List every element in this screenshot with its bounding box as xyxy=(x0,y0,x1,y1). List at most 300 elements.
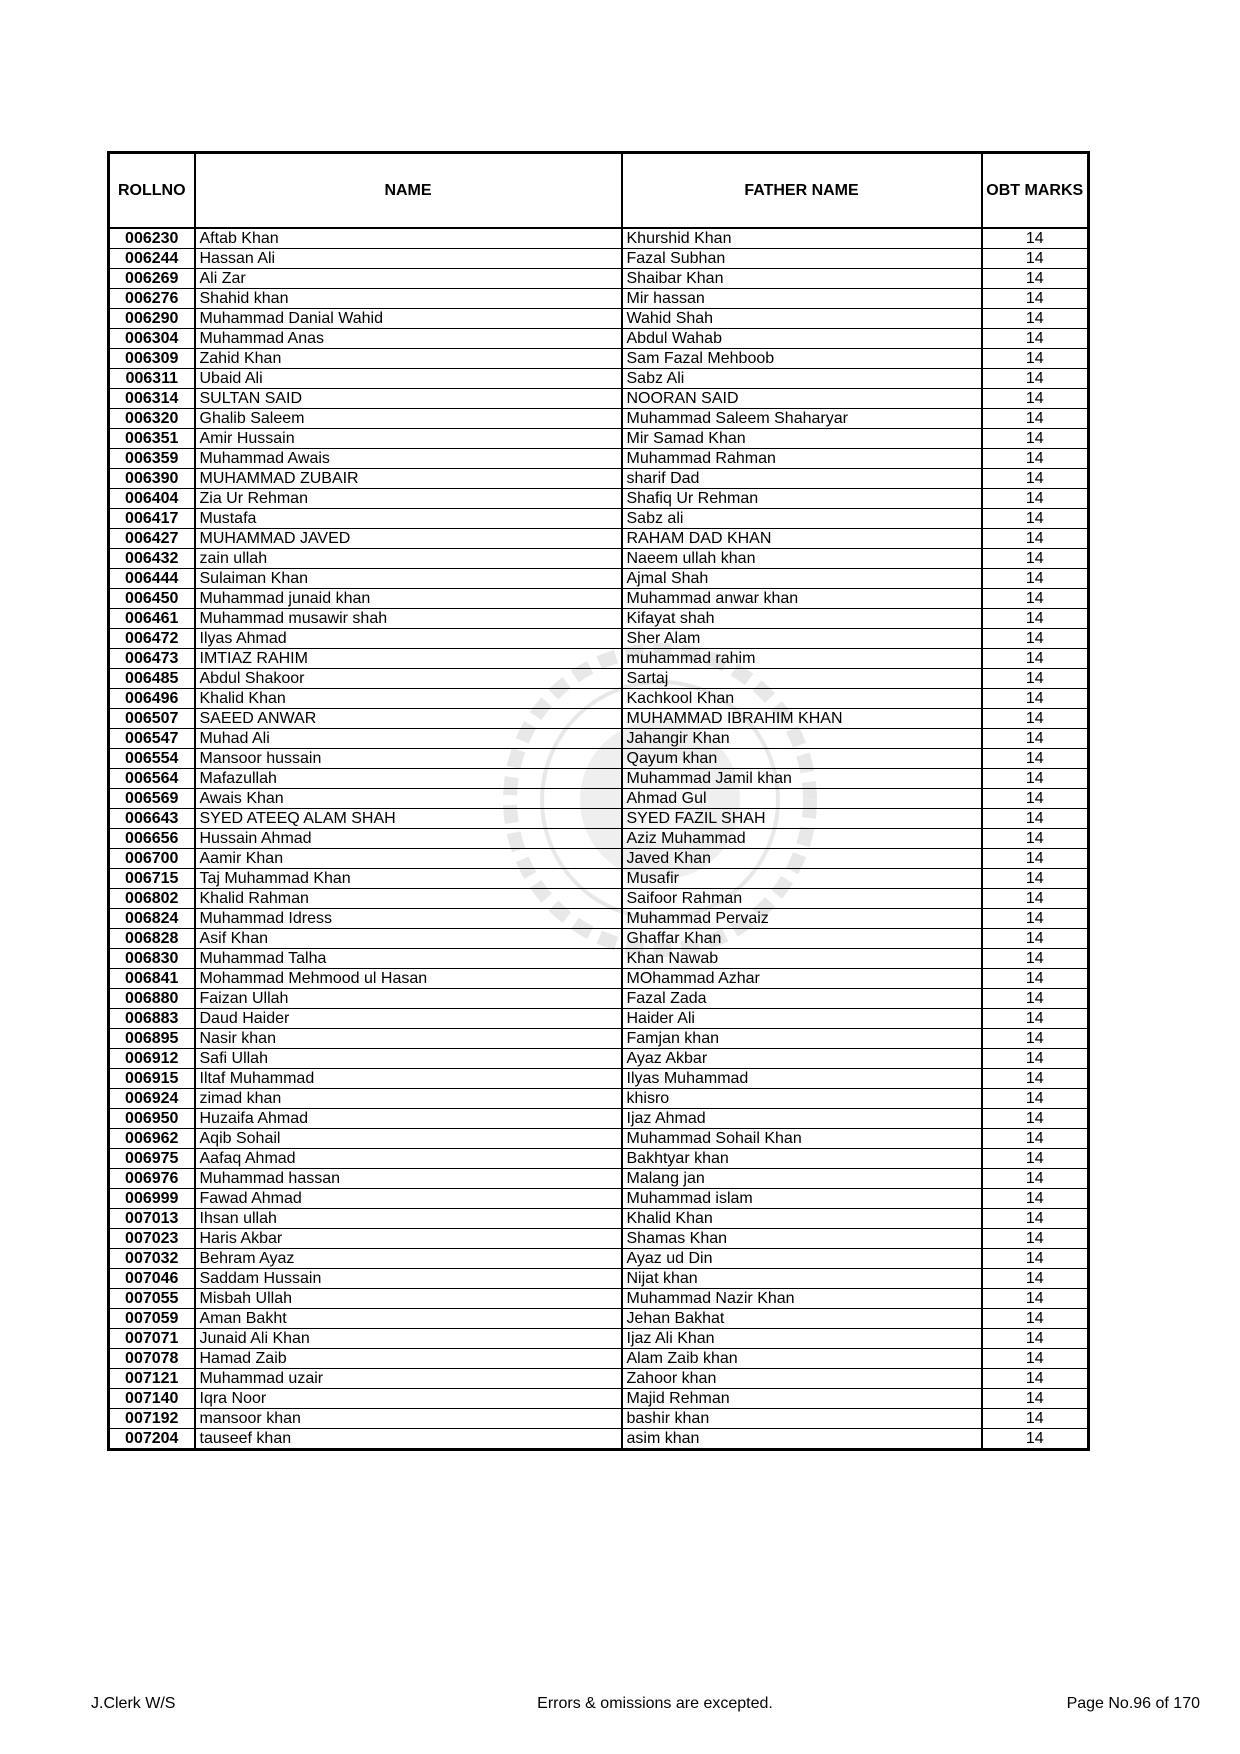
cell-father-name: Sartaj xyxy=(622,669,982,689)
cell-name: MUHAMMAD ZUBAIR xyxy=(195,469,622,489)
cell-father-name: Muhammad Nazir Khan xyxy=(622,1289,982,1309)
cell-rollno: 006432 xyxy=(109,549,195,569)
cell-obt-marks: 14 xyxy=(982,769,1089,789)
cell-rollno: 006496 xyxy=(109,689,195,709)
cell-name: tauseef khan xyxy=(195,1429,622,1450)
cell-father-name: bashir khan xyxy=(622,1409,982,1429)
cell-father-name: Ghaffar Khan xyxy=(622,929,982,949)
cell-name: zain ullah xyxy=(195,549,622,569)
footer-disclaimer: Errors & omissions are excepted. xyxy=(537,1695,773,1712)
table-row xyxy=(109,669,1089,689)
table-row xyxy=(109,1009,1089,1029)
cell-rollno: 006314 xyxy=(109,389,195,409)
cell-obt-marks: 14 xyxy=(982,349,1089,369)
table-row xyxy=(109,469,1089,489)
cell-obt-marks: 14 xyxy=(982,1269,1089,1289)
table-row xyxy=(109,1289,1089,1309)
cell-name: Awais Khan xyxy=(195,789,622,809)
cell-name: Taj Muhammad Khan xyxy=(195,869,622,889)
cell-obt-marks: 14 xyxy=(982,289,1089,309)
cell-obt-marks: 14 xyxy=(982,869,1089,889)
cell-name: Abdul Shakoor xyxy=(195,669,622,689)
table-row xyxy=(109,1189,1089,1209)
cell-obt-marks: 14 xyxy=(982,1309,1089,1329)
cell-obt-marks: 14 xyxy=(982,629,1089,649)
cell-name: Faizan Ullah xyxy=(195,989,622,1009)
cell-rollno: 006276 xyxy=(109,289,195,309)
table-header-row xyxy=(109,153,1089,229)
table-row xyxy=(109,329,1089,349)
cell-father-name: Sam Fazal Mehboob xyxy=(622,349,982,369)
cell-father-name: Kifayat shah xyxy=(622,609,982,629)
cell-rollno: 006564 xyxy=(109,769,195,789)
table-row xyxy=(109,249,1089,269)
cell-father-name: Sabz Ali xyxy=(622,369,982,389)
cell-father-name: Muhammad Jamil khan xyxy=(622,769,982,789)
cell-rollno: 007078 xyxy=(109,1349,195,1369)
cell-father-name: Ayaz ud Din xyxy=(622,1249,982,1269)
cell-obt-marks: 14 xyxy=(982,269,1089,289)
table-row xyxy=(109,349,1089,369)
cell-rollno: 006230 xyxy=(109,228,195,249)
cell-obt-marks: 14 xyxy=(982,1389,1089,1409)
cell-rollno: 006915 xyxy=(109,1069,195,1089)
cell-obt-marks: 14 xyxy=(982,309,1089,329)
cell-father-name: Naeem ullah khan xyxy=(622,549,982,569)
cell-obt-marks: 14 xyxy=(982,1029,1089,1049)
cell-father-name: SYED FAZIL SHAH xyxy=(622,809,982,829)
cell-father-name: Kachkool Khan xyxy=(622,689,982,709)
cell-obt-marks: 14 xyxy=(982,389,1089,409)
cell-name: Zia Ur Rehman xyxy=(195,489,622,509)
table-row xyxy=(109,509,1089,529)
cell-father-name: sharif Dad xyxy=(622,469,982,489)
cell-name: Ilyas Ahmad xyxy=(195,629,622,649)
cell-rollno: 007023 xyxy=(109,1229,195,1249)
cell-rollno: 006269 xyxy=(109,269,195,289)
table-row xyxy=(109,429,1089,449)
cell-father-name: Ayaz Akbar xyxy=(622,1049,982,1069)
cell-rollno: 006802 xyxy=(109,889,195,909)
cell-obt-marks: 14 xyxy=(982,469,1089,489)
cell-father-name: Abdul Wahab xyxy=(622,329,982,349)
cell-rollno: 006404 xyxy=(109,489,195,509)
cell-obt-marks: 14 xyxy=(982,409,1089,429)
table-row xyxy=(109,1109,1089,1129)
cell-rollno: 007032 xyxy=(109,1249,195,1269)
cell-name: Shahid khan xyxy=(195,289,622,309)
table-row xyxy=(109,409,1089,429)
cell-father-name: Saifoor Rahman xyxy=(622,889,982,909)
cell-obt-marks: 14 xyxy=(982,1109,1089,1129)
cell-father-name: Sabz ali xyxy=(622,509,982,529)
cell-father-name: Alam Zaib khan xyxy=(622,1349,982,1369)
table-row xyxy=(109,1229,1089,1249)
cell-father-name: Bakhtyar khan xyxy=(622,1149,982,1169)
results-table xyxy=(107,151,1090,1451)
cell-name: Aafaq Ahmad xyxy=(195,1149,622,1169)
cell-rollno: 006473 xyxy=(109,649,195,669)
cell-father-name: Ahmad Gul xyxy=(622,789,982,809)
cell-father-name: Ijaz Ahmad xyxy=(622,1109,982,1129)
cell-father-name: Ilyas Muhammad xyxy=(622,1069,982,1089)
cell-obt-marks: 14 xyxy=(982,228,1089,249)
cell-obt-marks: 14 xyxy=(982,729,1089,749)
cell-rollno: 006700 xyxy=(109,849,195,869)
table-row xyxy=(109,789,1089,809)
cell-rollno: 006485 xyxy=(109,669,195,689)
cell-name: SULTAN SAID xyxy=(195,389,622,409)
table-row xyxy=(109,269,1089,289)
cell-father-name: Malang jan xyxy=(622,1169,982,1189)
cell-obt-marks: 14 xyxy=(982,329,1089,349)
cell-name: Junaid Ali Khan xyxy=(195,1329,622,1349)
table-row xyxy=(109,1149,1089,1169)
cell-name: Muhammad hassan xyxy=(195,1169,622,1189)
table-row xyxy=(109,869,1089,889)
cell-rollno: 006417 xyxy=(109,509,195,529)
table-row xyxy=(109,309,1089,329)
table-row xyxy=(109,909,1089,929)
cell-rollno: 006351 xyxy=(109,429,195,449)
cell-obt-marks: 14 xyxy=(982,1329,1089,1349)
cell-rollno: 006444 xyxy=(109,569,195,589)
cell-name: Muhammad Awais xyxy=(195,449,622,469)
cell-name: Muhad Ali xyxy=(195,729,622,749)
cell-name: Sulaiman Khan xyxy=(195,569,622,589)
cell-obt-marks: 14 xyxy=(982,609,1089,629)
table-row xyxy=(109,289,1089,309)
cell-father-name: Khurshid Khan xyxy=(622,228,982,249)
table-row xyxy=(109,1209,1089,1229)
table-row xyxy=(109,749,1089,769)
cell-rollno: 006507 xyxy=(109,709,195,729)
cell-father-name: Zahoor khan xyxy=(622,1369,982,1389)
table-row xyxy=(109,1089,1089,1109)
cell-father-name: Shamas Khan xyxy=(622,1229,982,1249)
cell-rollno: 006976 xyxy=(109,1169,195,1189)
table-row xyxy=(109,929,1089,949)
cell-father-name: Wahid Shah xyxy=(622,309,982,329)
cell-rollno: 006883 xyxy=(109,1009,195,1029)
cell-obt-marks: 14 xyxy=(982,1189,1089,1209)
table-row xyxy=(109,1389,1089,1409)
cell-obt-marks: 14 xyxy=(982,649,1089,669)
cell-rollno: 006390 xyxy=(109,469,195,489)
cell-name: Muhammad Talha xyxy=(195,949,622,969)
cell-rollno: 006830 xyxy=(109,949,195,969)
cell-name: Saddam Hussain xyxy=(195,1269,622,1289)
cell-obt-marks: 14 xyxy=(982,709,1089,729)
cell-name: Muhammad junaid khan xyxy=(195,589,622,609)
cell-obt-marks: 14 xyxy=(982,1349,1089,1369)
cell-father-name: Haider Ali xyxy=(622,1009,982,1029)
table-row xyxy=(109,769,1089,789)
cell-obt-marks: 14 xyxy=(982,569,1089,589)
cell-rollno: 007204 xyxy=(109,1429,195,1450)
cell-name: SYED ATEEQ ALAM SHAH xyxy=(195,809,622,829)
cell-obt-marks: 14 xyxy=(982,809,1089,829)
cell-obt-marks: 14 xyxy=(982,829,1089,849)
table-row xyxy=(109,709,1089,729)
cell-rollno: 006924 xyxy=(109,1089,195,1109)
cell-name: Mafazullah xyxy=(195,769,622,789)
cell-rollno: 007192 xyxy=(109,1409,195,1429)
cell-rollno: 006569 xyxy=(109,789,195,809)
footer-clerk: J.Clerk W/S xyxy=(91,1695,176,1712)
cell-name: Hamad Zaib xyxy=(195,1349,622,1369)
cell-obt-marks: 14 xyxy=(982,1249,1089,1269)
cell-name: Safi Ullah xyxy=(195,1049,622,1069)
cell-name: mansoor khan xyxy=(195,1409,622,1429)
table-row xyxy=(109,1309,1089,1329)
cell-rollno: 006290 xyxy=(109,309,195,329)
cell-rollno: 006643 xyxy=(109,809,195,829)
table-row xyxy=(109,989,1089,1009)
cell-father-name: Jahangir Khan xyxy=(622,729,982,749)
table-row xyxy=(109,949,1089,969)
cell-father-name: Nijat khan xyxy=(622,1269,982,1289)
cell-name: Aftab Khan xyxy=(195,228,622,249)
cell-obt-marks: 14 xyxy=(982,749,1089,769)
cell-obt-marks: 14 xyxy=(982,1149,1089,1169)
cell-obt-marks: 14 xyxy=(982,249,1089,269)
cell-obt-marks: 14 xyxy=(982,1169,1089,1189)
cell-father-name: Fazal Subhan xyxy=(622,249,982,269)
cell-father-name: Musafir xyxy=(622,869,982,889)
cell-rollno: 007055 xyxy=(109,1289,195,1309)
cell-father-name: Ajmal Shah xyxy=(622,569,982,589)
table-row xyxy=(109,1349,1089,1369)
cell-obt-marks: 14 xyxy=(982,969,1089,989)
cell-name: Asif Khan xyxy=(195,929,622,949)
table-row xyxy=(109,569,1089,589)
cell-father-name: Majid Rehman xyxy=(622,1389,982,1409)
cell-obt-marks: 14 xyxy=(982,949,1089,969)
cell-rollno: 007013 xyxy=(109,1209,195,1229)
cell-father-name: Qayum khan xyxy=(622,749,982,769)
table-row xyxy=(109,1269,1089,1289)
header-name: NAME xyxy=(195,153,622,229)
cell-obt-marks: 14 xyxy=(982,449,1089,469)
table-row xyxy=(109,849,1089,869)
cell-rollno: 006962 xyxy=(109,1129,195,1149)
header-father-name: FATHER NAME xyxy=(622,153,982,229)
table-row xyxy=(109,829,1089,849)
cell-obt-marks: 14 xyxy=(982,1229,1089,1249)
table-row xyxy=(109,609,1089,629)
table-row xyxy=(109,489,1089,509)
cell-name: Haris Akbar xyxy=(195,1229,622,1249)
cell-obt-marks: 14 xyxy=(982,1049,1089,1069)
cell-name: Muhammad Anas xyxy=(195,329,622,349)
cell-obt-marks: 14 xyxy=(982,1209,1089,1229)
cell-obt-marks: 14 xyxy=(982,789,1089,809)
table-row xyxy=(109,1129,1089,1149)
cell-father-name: MOhammad Azhar xyxy=(622,969,982,989)
cell-name: zimad khan xyxy=(195,1089,622,1109)
cell-father-name: muhammad rahim xyxy=(622,649,982,669)
cell-father-name: Shaibar Khan xyxy=(622,269,982,289)
cell-name: Ali Zar xyxy=(195,269,622,289)
cell-father-name: RAHAM DAD KHAN xyxy=(622,529,982,549)
table-row xyxy=(109,1429,1089,1450)
header-rollno: ROLLNO xyxy=(109,153,195,229)
table-row xyxy=(109,889,1089,909)
cell-rollno: 006304 xyxy=(109,329,195,349)
cell-rollno: 006554 xyxy=(109,749,195,769)
cell-father-name: Muhammad Saleem Shaharyar xyxy=(622,409,982,429)
cell-father-name: Khan Nawab xyxy=(622,949,982,969)
cell-obt-marks: 14 xyxy=(982,909,1089,929)
cell-name: Muhammad uzair xyxy=(195,1369,622,1389)
cell-father-name: Khalid Khan xyxy=(622,1209,982,1229)
cell-name: Hussain Ahmad xyxy=(195,829,622,849)
table-row xyxy=(109,969,1089,989)
cell-rollno: 006450 xyxy=(109,589,195,609)
table-row xyxy=(109,1249,1089,1269)
cell-obt-marks: 14 xyxy=(982,549,1089,569)
cell-rollno: 006895 xyxy=(109,1029,195,1049)
cell-rollno: 007046 xyxy=(109,1269,195,1289)
cell-obt-marks: 14 xyxy=(982,489,1089,509)
cell-father-name: Shafiq Ur Rehman xyxy=(622,489,982,509)
cell-name: Ghalib Saleem xyxy=(195,409,622,429)
table-row xyxy=(109,449,1089,469)
cell-rollno: 006244 xyxy=(109,249,195,269)
cell-name: Fawad Ahmad xyxy=(195,1189,622,1209)
table-row xyxy=(109,729,1089,749)
cell-name: Aamir Khan xyxy=(195,849,622,869)
cell-name: Ubaid Ali xyxy=(195,369,622,389)
cell-name: Behram Ayaz xyxy=(195,1249,622,1269)
cell-name: Zahid Khan xyxy=(195,349,622,369)
table-row xyxy=(109,1169,1089,1189)
cell-father-name: Muhammad Rahman xyxy=(622,449,982,469)
cell-father-name: Sher Alam xyxy=(622,629,982,649)
cell-obt-marks: 14 xyxy=(982,509,1089,529)
cell-obt-marks: 14 xyxy=(982,889,1089,909)
cell-father-name: asim khan xyxy=(622,1429,982,1450)
table-row xyxy=(109,649,1089,669)
cell-name: Iqra Noor xyxy=(195,1389,622,1409)
cell-father-name: Ijaz Ali Khan xyxy=(622,1329,982,1349)
cell-father-name: Mir Samad Khan xyxy=(622,429,982,449)
footer-page-number: Page No.96 of 170 xyxy=(1066,1695,1200,1712)
cell-rollno: 006309 xyxy=(109,349,195,369)
cell-father-name: Muhammad Sohail Khan xyxy=(622,1129,982,1149)
cell-name: Muhammad Danial Wahid xyxy=(195,309,622,329)
cell-obt-marks: 14 xyxy=(982,429,1089,449)
cell-rollno: 007071 xyxy=(109,1329,195,1349)
cell-name: Iltaf Muhammad xyxy=(195,1069,622,1089)
cell-name: Ihsan ullah xyxy=(195,1209,622,1229)
table-row xyxy=(109,689,1089,709)
cell-rollno: 006427 xyxy=(109,529,195,549)
table-row xyxy=(109,1049,1089,1069)
cell-rollno: 007140 xyxy=(109,1389,195,1409)
cell-obt-marks: 14 xyxy=(982,849,1089,869)
table-row xyxy=(109,809,1089,829)
cell-obt-marks: 14 xyxy=(982,1009,1089,1029)
cell-father-name: Muhammad anwar khan xyxy=(622,589,982,609)
table-row xyxy=(109,1329,1089,1349)
cell-obt-marks: 14 xyxy=(982,589,1089,609)
cell-rollno: 006824 xyxy=(109,909,195,929)
cell-obt-marks: 14 xyxy=(982,1369,1089,1389)
cell-father-name: MUHAMMAD IBRAHIM KHAN xyxy=(622,709,982,729)
cell-rollno: 006547 xyxy=(109,729,195,749)
cell-obt-marks: 14 xyxy=(982,929,1089,949)
cell-name: IMTIAZ RAHIM xyxy=(195,649,622,669)
cell-name: Hassan Ali xyxy=(195,249,622,269)
cell-rollno: 006715 xyxy=(109,869,195,889)
cell-name: Misbah Ullah xyxy=(195,1289,622,1309)
cell-father-name: khisro xyxy=(622,1089,982,1109)
cell-obt-marks: 14 xyxy=(982,1289,1089,1309)
cell-rollno: 007121 xyxy=(109,1369,195,1389)
cell-rollno: 007059 xyxy=(109,1309,195,1329)
cell-rollno: 006472 xyxy=(109,629,195,649)
cell-rollno: 006359 xyxy=(109,449,195,469)
cell-father-name: Aziz Muhammad xyxy=(622,829,982,849)
cell-name: Khalid Rahman xyxy=(195,889,622,909)
table-row xyxy=(109,1369,1089,1389)
cell-name: Huzaifa Ahmad xyxy=(195,1109,622,1129)
cell-name: SAEED ANWAR xyxy=(195,709,622,729)
table-row xyxy=(109,549,1089,569)
cell-rollno: 006999 xyxy=(109,1189,195,1209)
cell-obt-marks: 14 xyxy=(982,529,1089,549)
cell-rollno: 006975 xyxy=(109,1149,195,1169)
cell-obt-marks: 14 xyxy=(982,1409,1089,1429)
cell-name: Mohammad Mehmood ul Hasan xyxy=(195,969,622,989)
cell-rollno: 006828 xyxy=(109,929,195,949)
cell-obt-marks: 14 xyxy=(982,1069,1089,1089)
table-row xyxy=(109,529,1089,549)
cell-name: Khalid Khan xyxy=(195,689,622,709)
table-row xyxy=(109,228,1089,249)
cell-father-name: Fazal Zada xyxy=(622,989,982,1009)
cell-name: Aqib Sohail xyxy=(195,1129,622,1149)
cell-father-name: Muhammad Pervaiz xyxy=(622,909,982,929)
cell-father-name: Jehan Bakhat xyxy=(622,1309,982,1329)
table-row xyxy=(109,1069,1089,1089)
cell-father-name: Javed Khan xyxy=(622,849,982,869)
cell-obt-marks: 14 xyxy=(982,989,1089,1009)
cell-father-name: Famjan khan xyxy=(622,1029,982,1049)
cell-father-name: Muhammad islam xyxy=(622,1189,982,1209)
table-row xyxy=(109,1409,1089,1429)
cell-name: Amir Hussain xyxy=(195,429,622,449)
cell-rollno: 006841 xyxy=(109,969,195,989)
cell-name: Aman Bakht xyxy=(195,1309,622,1329)
table-row xyxy=(109,369,1089,389)
table-row xyxy=(109,629,1089,649)
cell-obt-marks: 14 xyxy=(982,1089,1089,1109)
cell-obt-marks: 14 xyxy=(982,1129,1089,1149)
table-row xyxy=(109,389,1089,409)
table-row xyxy=(109,1029,1089,1049)
cell-rollno: 006320 xyxy=(109,409,195,429)
cell-father-name: NOORAN SAID xyxy=(622,389,982,409)
cell-rollno: 006912 xyxy=(109,1049,195,1069)
cell-rollno: 006311 xyxy=(109,369,195,389)
cell-rollno: 006461 xyxy=(109,609,195,629)
cell-name: Nasir khan xyxy=(195,1029,622,1049)
cell-name: Mansoor hussain xyxy=(195,749,622,769)
cell-obt-marks: 14 xyxy=(982,669,1089,689)
